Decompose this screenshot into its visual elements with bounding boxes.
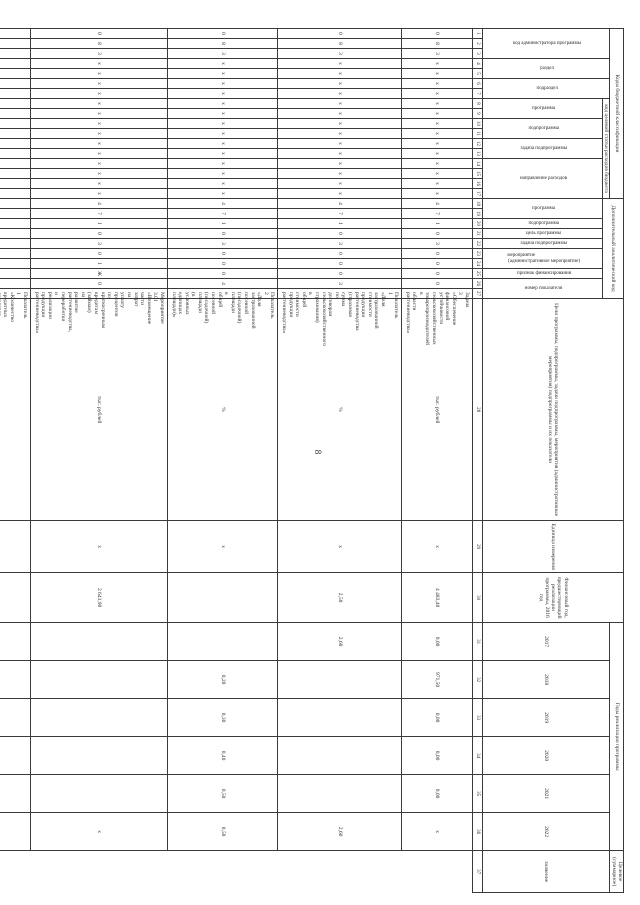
code-digit: х (402, 149, 473, 159)
table-row (0, 29, 31, 893)
column-numbers-row (473, 29, 483, 893)
row-year-value: 2 641,90 (31, 573, 168, 623)
row-goal-text: Мероприятие 3.01 «Возмещение части затрат на уплату процентов по краткосрочным кредитам (займам) на развитие растениеводства, переработки и реализации продукции растениеводства» (31, 289, 168, 299)
code-digit (0, 169, 31, 179)
code-digit: 8 (278, 39, 402, 49)
code-digit: х (31, 119, 168, 129)
column-number: 34 (473, 737, 483, 775)
code-digit: 0 (402, 279, 473, 289)
code-digit: х (167, 79, 278, 89)
code-digit: 0 (402, 259, 473, 269)
header-razdel: раздел (483, 59, 610, 79)
code-digit (0, 39, 31, 49)
code-digit: 7 (278, 209, 402, 219)
row-year-value: 971,50 (402, 661, 473, 699)
column-number: 7 (473, 89, 483, 99)
row-year-value (31, 775, 168, 813)
row-year-value (167, 623, 278, 661)
code-digit: 0 (31, 249, 168, 259)
row-final-value: 0,50 (167, 813, 278, 851)
code-digit: 4 (402, 199, 473, 209)
code-digit (0, 79, 31, 89)
code-digit: х (278, 99, 402, 109)
code-digit: х (402, 89, 473, 99)
row-fin-year: х (402, 521, 473, 573)
column-number: 33 (473, 699, 483, 737)
code-digit: х (31, 109, 168, 119)
row-unit: % (167, 299, 278, 521)
code-digit: х (31, 59, 168, 69)
code-digit: х (167, 69, 278, 79)
code-digit: 3 (31, 49, 168, 59)
row-fin-year: х (31, 521, 168, 573)
row-fin-year: х (167, 521, 278, 573)
row-year-value (278, 661, 402, 699)
code-digit: х (402, 159, 473, 169)
row-final-value: х (402, 813, 473, 851)
row-year-value: 0,00 (402, 737, 473, 775)
code-digit: х (31, 149, 168, 159)
code-digit: 0 (167, 259, 278, 269)
header-final: Целевое (суммарное) (610, 851, 624, 893)
column-number: 28 (473, 299, 483, 521)
code-digit: 0 (278, 249, 402, 259)
code-digit: х (278, 139, 402, 149)
code-digit: 0 (278, 29, 402, 39)
code-digit: х (167, 129, 278, 139)
column-number: 25 (473, 269, 483, 279)
row-goal-text: Показатель 1 «Доля застрахованной стоимости продукции растениеводства (страховая сумма по договорам сельскохозяйственного страхования) в общей стоимости продукции растениеводства» (278, 289, 402, 299)
code-digit: 0 (31, 29, 168, 39)
row-year-value: 0,00 (402, 775, 473, 813)
header-goal: Цели программы, подпрограммы, задачи подпрограммы, мероприятия (административные мероприятия) подпрограммы и их показатели (483, 299, 624, 521)
code-digit: х (167, 159, 278, 169)
code-digit: х (278, 189, 402, 199)
code-digit: 0 (402, 229, 473, 239)
row-year-value (278, 699, 402, 737)
code-digit: х (167, 59, 278, 69)
code-digit (0, 219, 31, 229)
code-digit: 3 (278, 239, 402, 249)
code-digit (0, 179, 31, 189)
row-final-value: х (31, 813, 168, 851)
column-number: 13 (473, 149, 483, 159)
code-digit: х (278, 59, 402, 69)
column-number: 26 (473, 279, 483, 289)
row-unit (0, 299, 31, 521)
row-year-value: 0,40 (167, 737, 278, 775)
code-digit: х (167, 119, 278, 129)
code-digit: х (167, 89, 278, 99)
code-digit (0, 199, 31, 209)
code-digit: 0 (278, 229, 402, 239)
code-digit: 1 (31, 259, 168, 269)
row-year-value (31, 737, 168, 775)
code-digit (0, 59, 31, 69)
code-digit: 4 (31, 199, 168, 209)
code-digit: 0 (31, 229, 168, 239)
code-digit (0, 249, 31, 259)
header-years-group: Годы реализации программы (610, 623, 624, 851)
code-digit: х (278, 79, 402, 89)
code-digit: х (402, 169, 473, 179)
row-unit: тыс. рублей (402, 299, 473, 521)
column-number: 21 (473, 229, 483, 239)
column-number: 30 (473, 573, 483, 623)
code-digit: 0 (31, 279, 168, 289)
column-number: 23 (473, 249, 483, 259)
row-final-value: 2,60 (278, 813, 402, 851)
code-digit: х (278, 149, 402, 159)
code-digit (0, 139, 31, 149)
column-number: 9 (473, 109, 483, 119)
code-digit: 0 (402, 249, 473, 259)
header-admin-code: код администратора программы (483, 29, 610, 59)
code-digit: 3 (402, 239, 473, 249)
column-number: 20 (473, 219, 483, 229)
column-number: 19 (473, 209, 483, 219)
row-goal-text: Показатель 1 «Количество кредитных (0, 289, 31, 299)
code-digit: х (167, 149, 278, 159)
code-digit (0, 189, 31, 199)
column-number: 36 (473, 813, 483, 851)
column-number: 24 (473, 259, 483, 269)
code-digit: х (402, 69, 473, 79)
code-digit: Ж (31, 269, 168, 279)
row-year-value (0, 699, 31, 737)
column-number: 35 (473, 775, 483, 813)
code-digit: 3 (278, 279, 402, 289)
column-number: 31 (473, 623, 483, 661)
header-ac-indicator: номер показателя (483, 279, 603, 299)
row-year-value: 0,50 (167, 775, 278, 813)
code-digit (0, 109, 31, 119)
column-number: 4 (473, 59, 483, 69)
code-digit (0, 89, 31, 99)
code-digit: х (167, 169, 278, 179)
rotated-table-wrapper (2, 28, 624, 892)
column-number: 32 (473, 661, 483, 699)
code-digit: х (31, 99, 168, 109)
header-final-sub: значение (483, 851, 610, 893)
column-number: 17 (473, 189, 483, 199)
code-digit: 8 (31, 39, 168, 49)
code-digit (0, 129, 31, 139)
row-year-value (0, 775, 31, 813)
column-number: 1 (473, 29, 483, 39)
code-digit: х (31, 69, 168, 79)
column-number: 16 (473, 179, 483, 189)
row-year-value (0, 737, 31, 775)
code-digit: х (278, 179, 402, 189)
column-number: 5 (473, 69, 483, 79)
header-ac-financing: признак финансирования (483, 269, 603, 279)
code-digit: х (278, 129, 402, 139)
header-budget-codes: Коды бюджетной классификации (610, 29, 624, 199)
column-number: 6 (473, 79, 483, 89)
row-final-value (0, 813, 31, 851)
code-digit: 7 (31, 209, 168, 219)
row-fin-year (0, 521, 31, 573)
column-number: 22 (473, 239, 483, 249)
header-target-article: код целевой статьи расходов бюджета (603, 99, 610, 199)
code-digit: 3 (278, 49, 402, 59)
code-digit: х (278, 109, 402, 119)
program-indicators-table (0, 28, 624, 893)
code-digit: 4 (167, 279, 278, 289)
code-digit: х (402, 129, 473, 139)
code-digit: х (402, 109, 473, 119)
table-row (31, 29, 168, 893)
code-digit: 0 (402, 269, 473, 279)
header-ac-goal: цель программы (483, 229, 603, 239)
code-digit: 4 (167, 199, 278, 209)
header-ac-measure: мероприятие(административное мероприятие) (483, 249, 603, 269)
header-program: программа (483, 99, 603, 119)
code-digit: 0 (402, 29, 473, 39)
code-digit (0, 209, 31, 219)
code-digit (0, 99, 31, 109)
code-digit: х (278, 159, 402, 169)
code-digit (0, 69, 31, 79)
code-digit: 8 (402, 39, 473, 49)
code-digit: х (278, 119, 402, 129)
code-digit: 7 (167, 209, 278, 219)
column-number: 15 (473, 169, 483, 179)
header-direction: направление расходов (483, 159, 603, 199)
code-digit: 0 (278, 259, 402, 269)
code-digit: 1 (167, 219, 278, 229)
code-digit: х (167, 139, 278, 149)
code-digit: х (31, 169, 168, 179)
table-row (167, 29, 278, 893)
row-year-value (167, 573, 278, 623)
page-number: 8 (313, 449, 323, 455)
column-number: 12 (473, 139, 483, 149)
code-digit: х (402, 79, 473, 89)
table-row (402, 29, 473, 893)
code-digit: х (167, 179, 278, 189)
header-year-2019: 2019 (483, 699, 610, 737)
header-year-2020: 2020 (483, 737, 610, 775)
row-year-value: 0,00 (402, 699, 473, 737)
row-goal-text: Задача 3 «Обеспечение финансовой устойчивости сельскохозяйственных товаропроизводителей в области растениеводства» (402, 289, 473, 299)
header-year-2022: 2022 (483, 813, 610, 851)
code-digit (0, 49, 31, 59)
code-digit: х (31, 79, 168, 89)
column-number: 8 (473, 99, 483, 109)
row-year-value: 0,30 (167, 699, 278, 737)
code-digit: 1 (278, 219, 402, 229)
column-number: 27 (473, 289, 483, 299)
column-number: 18 (473, 199, 483, 209)
header-ac-subprogram: подпрограмма (483, 219, 603, 229)
row-year-value (0, 573, 31, 623)
code-digit: 0 (167, 29, 278, 39)
code-digit: 0 (278, 269, 402, 279)
header-year-2017: 2017 (483, 623, 610, 661)
code-digit (0, 259, 31, 269)
row-year-value: 2,60 (278, 623, 402, 661)
code-digit (0, 269, 31, 279)
header-ac-task: задача подпрограммы (483, 239, 603, 249)
document-sheet (2, 28, 624, 892)
header-unit: Единица измерения (483, 521, 624, 573)
code-digit: 7 (402, 209, 473, 219)
code-digit (0, 149, 31, 159)
code-digit: 0 (167, 249, 278, 259)
row-year-value (31, 699, 168, 737)
column-number: 10 (473, 119, 483, 129)
code-digit: х (402, 59, 473, 69)
code-digit: х (31, 189, 168, 199)
header-podrazdel: подраздел (483, 79, 610, 99)
header-analytic-codes: Дополнительный аналитический код (603, 199, 624, 299)
header-year-2018: 2018 (483, 661, 610, 699)
row-year-value (31, 623, 168, 661)
row-year-value (278, 775, 402, 813)
code-digit: х (278, 69, 402, 79)
code-digit: х (167, 189, 278, 199)
code-digit (0, 119, 31, 129)
code-digit (0, 279, 31, 289)
code-digit: х (402, 99, 473, 109)
header-year-2021: 2021 (483, 775, 610, 813)
row-year-value: 4 483,40 (402, 573, 473, 623)
row-year-value: 0,20 (167, 661, 278, 699)
code-digit: х (402, 189, 473, 199)
code-digit: 0 (167, 269, 278, 279)
row-year-value (31, 661, 168, 699)
code-digit: 1 (31, 219, 168, 229)
code-digit: х (31, 139, 168, 149)
code-digit: х (278, 89, 402, 99)
code-digit: 1 (402, 219, 473, 229)
code-digit: х (31, 129, 168, 139)
row-unit: тыс. рублей (31, 299, 168, 521)
column-number: 37 (473, 851, 483, 893)
code-digit: 3 (167, 49, 278, 59)
code-digit (0, 229, 31, 239)
header-fin-year: Финансовый год, предшествующий реализации программы, 2016 год (483, 573, 624, 623)
code-digit: х (31, 159, 168, 169)
code-digit: х (402, 119, 473, 129)
code-digit: х (167, 99, 278, 109)
row-year-value (0, 661, 31, 699)
code-digit: 3 (167, 239, 278, 249)
code-digit: х (31, 179, 168, 189)
row-year-value: 0,00 (402, 623, 473, 661)
table-row (278, 29, 402, 893)
column-number: 3 (473, 49, 483, 59)
column-number: 14 (473, 159, 483, 169)
row-year-value (0, 623, 31, 661)
code-digit: х (402, 179, 473, 189)
row-year-value (278, 737, 402, 775)
column-number: 29 (473, 521, 483, 573)
header-ac-program: программа (483, 199, 603, 219)
code-digit: 0 (167, 229, 278, 239)
code-digit (0, 159, 31, 169)
code-digit: х (167, 109, 278, 119)
code-digit: 4 (278, 199, 402, 209)
row-goal-text: Показатель 2 «Доля застрахованной посевной (посадочной) площади в общей посевной (посадочной) площади (в условных единицах площади)» (167, 289, 278, 299)
code-digit: х (278, 169, 402, 179)
code-digit: х (402, 139, 473, 149)
row-fin-year: х (278, 521, 402, 573)
header-task: задача подпрограммы (483, 139, 603, 159)
code-digit: 8 (167, 39, 278, 49)
code-digit: х (31, 89, 168, 99)
row-unit: % (278, 299, 402, 521)
code-digit: 3 (402, 49, 473, 59)
column-number: 2 (473, 39, 483, 49)
row-year-value: 2,50 (278, 573, 402, 623)
code-digit: 3 (31, 239, 168, 249)
header-subprogram: подпрограмма (483, 119, 603, 139)
code-digit (0, 29, 31, 39)
column-number: 11 (473, 129, 483, 139)
code-digit (0, 239, 31, 249)
